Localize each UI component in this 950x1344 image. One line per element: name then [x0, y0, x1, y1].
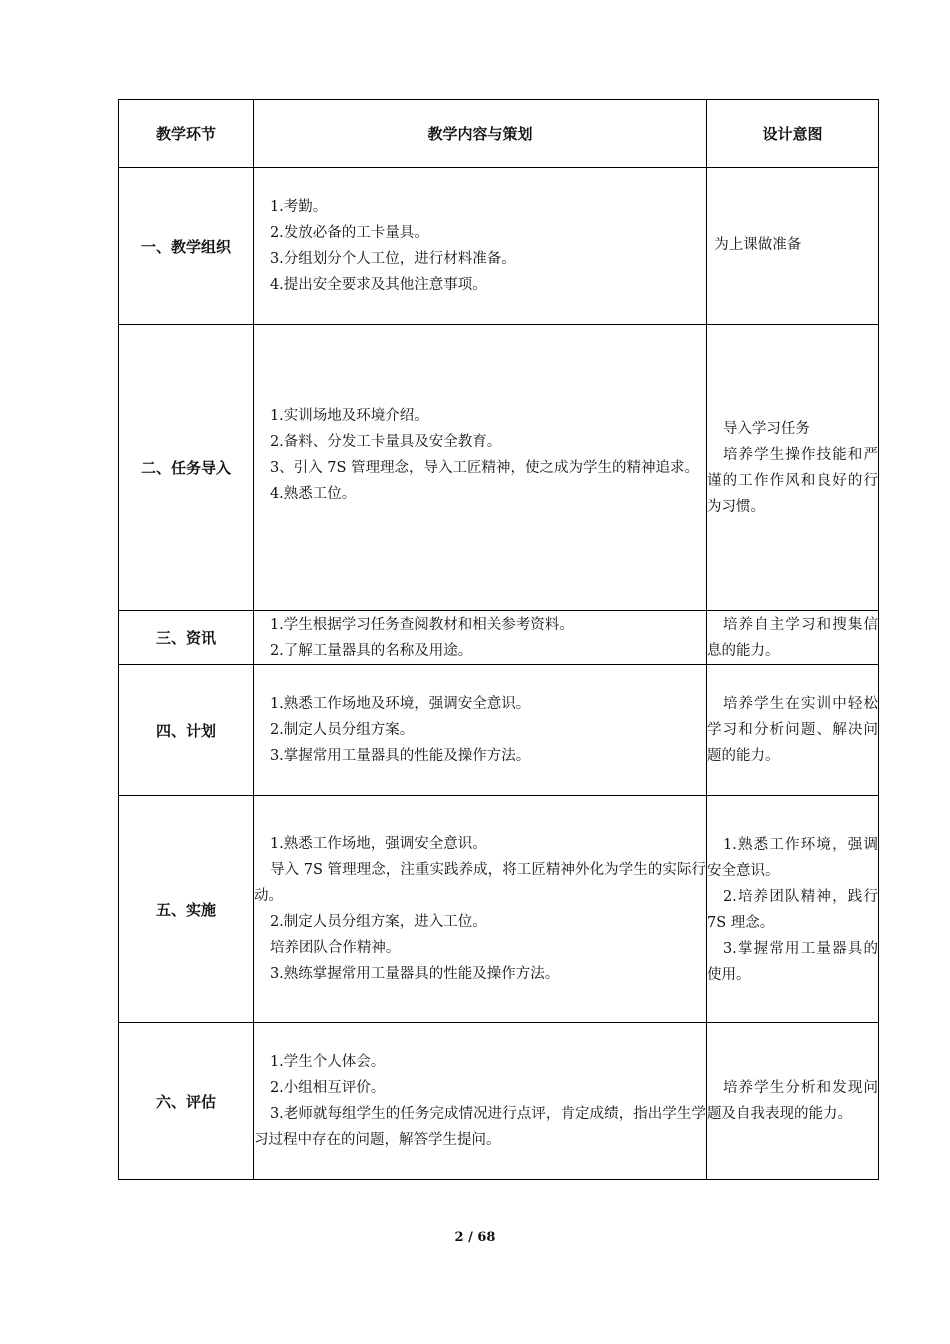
content-line: 1.学生个人体会。 [269, 1054, 386, 1070]
intent-cell [707, 1023, 879, 1180]
content-line: 3.掌握常用工量器具的性能及操作方法。 [269, 748, 531, 764]
content-cell [254, 325, 707, 611]
content-line: 3.老师就每组学生的任务完成情况进行点评，肯定成绩，指出学生学习过程中存在的问题，解答学生提问。 [254, 1106, 706, 1148]
content-line: 1.考勤。 [269, 199, 328, 215]
content-line: 2.了解工量器具的名称及用途。 [269, 642, 473, 659]
content-line: 1.学生根据学习任务查阅教材和相关参考资料。 [269, 616, 574, 633]
content-line: 4.提出安全要求及其他注意事项。 [269, 277, 487, 293]
intent-line: 导入学习任务 [722, 420, 810, 437]
page-number: 2 / 68 [454, 1230, 496, 1245]
content-cell [254, 796, 707, 1023]
content-line: 1.实训场地及环境介绍。 [269, 408, 429, 424]
intent-cell [707, 665, 879, 796]
intent-line: 1.熟悉工作环境，强调安全意识。 [707, 837, 878, 879]
content-cell [254, 1023, 707, 1180]
content-line: 导入 7S 管理理念，注重实践养成，将工匠精神外化为学生的实际行动。 [254, 862, 706, 904]
content-line: 2.备料、分发工卡量具及安全教育。 [269, 434, 502, 450]
stage-cell: 六、评估 [119, 1023, 254, 1180]
intent-cell [707, 611, 879, 665]
content-line: 2.发放必备的工卡量具。 [269, 225, 429, 241]
header-stage: 教学环节 [119, 100, 254, 168]
stage-cell: 一、教学组织 [119, 168, 254, 325]
intent-line: 培养学生操作技能和严谨的工作作风和良好的行为习惯。 [707, 446, 878, 515]
stage-cell: 三、资讯 [119, 611, 254, 665]
intent-line: 为上课做准备 [714, 237, 802, 253]
intent-cell [707, 168, 879, 325]
content-cell [254, 168, 707, 325]
table-header-row [119, 100, 879, 168]
content-cell [254, 611, 707, 665]
content-line: 2.制定人员分组方案。 [269, 722, 415, 738]
header-intent: 设计意图 [707, 100, 879, 168]
content-line: 3、引入 7S 管理理念，导入工匠精神，使之成为学生的精神追求。 [269, 460, 700, 476]
intent-line: 培养学生在实训中轻松学习和分析问题、解决问题的能力。 [707, 696, 878, 764]
table-row [119, 665, 879, 796]
header-content: 教学内容与策划 [254, 100, 707, 168]
content-line: 4.熟悉工位。 [269, 486, 357, 502]
intent-cell [707, 325, 879, 611]
content-line: 1.熟悉工作场地及环境，强调安全意识。 [269, 696, 531, 712]
intent-line: 培养自主学习和搜集信息的能力。 [707, 616, 878, 659]
table-row [119, 796, 879, 1023]
stage-cell: 二、任务导入 [119, 325, 254, 611]
intent-cell [707, 796, 879, 1023]
content-cell [254, 665, 707, 796]
intent-line: 2.培养团队精神，践行 7S 理念。 [707, 889, 878, 931]
stage-cell: 四、计划 [119, 665, 254, 796]
content-line: 2.小组相互评价。 [269, 1080, 386, 1096]
content-line: 2.制定人员分组方案，进入工位。 [269, 914, 487, 930]
teaching-plan-table [118, 99, 879, 1180]
content-line: 3.熟练掌握常用工量器具的性能及操作方法。 [269, 966, 560, 982]
table-row [119, 611, 879, 665]
content-line: 培养团队合作精神。 [269, 940, 401, 956]
stage-cell: 五、实施 [119, 796, 254, 1023]
table-row [119, 325, 879, 611]
content-line: 3.分组划分个人工位，进行材料准备。 [269, 251, 516, 267]
table-row [119, 1023, 879, 1180]
table-row [119, 168, 879, 325]
intent-line: 培养学生分析和发现问题及自我表现的能力。 [707, 1080, 878, 1122]
intent-line: 3.掌握常用工量器具的使用。 [707, 941, 878, 983]
content-line: 1.熟悉工作场地，强调安全意识。 [269, 836, 487, 852]
